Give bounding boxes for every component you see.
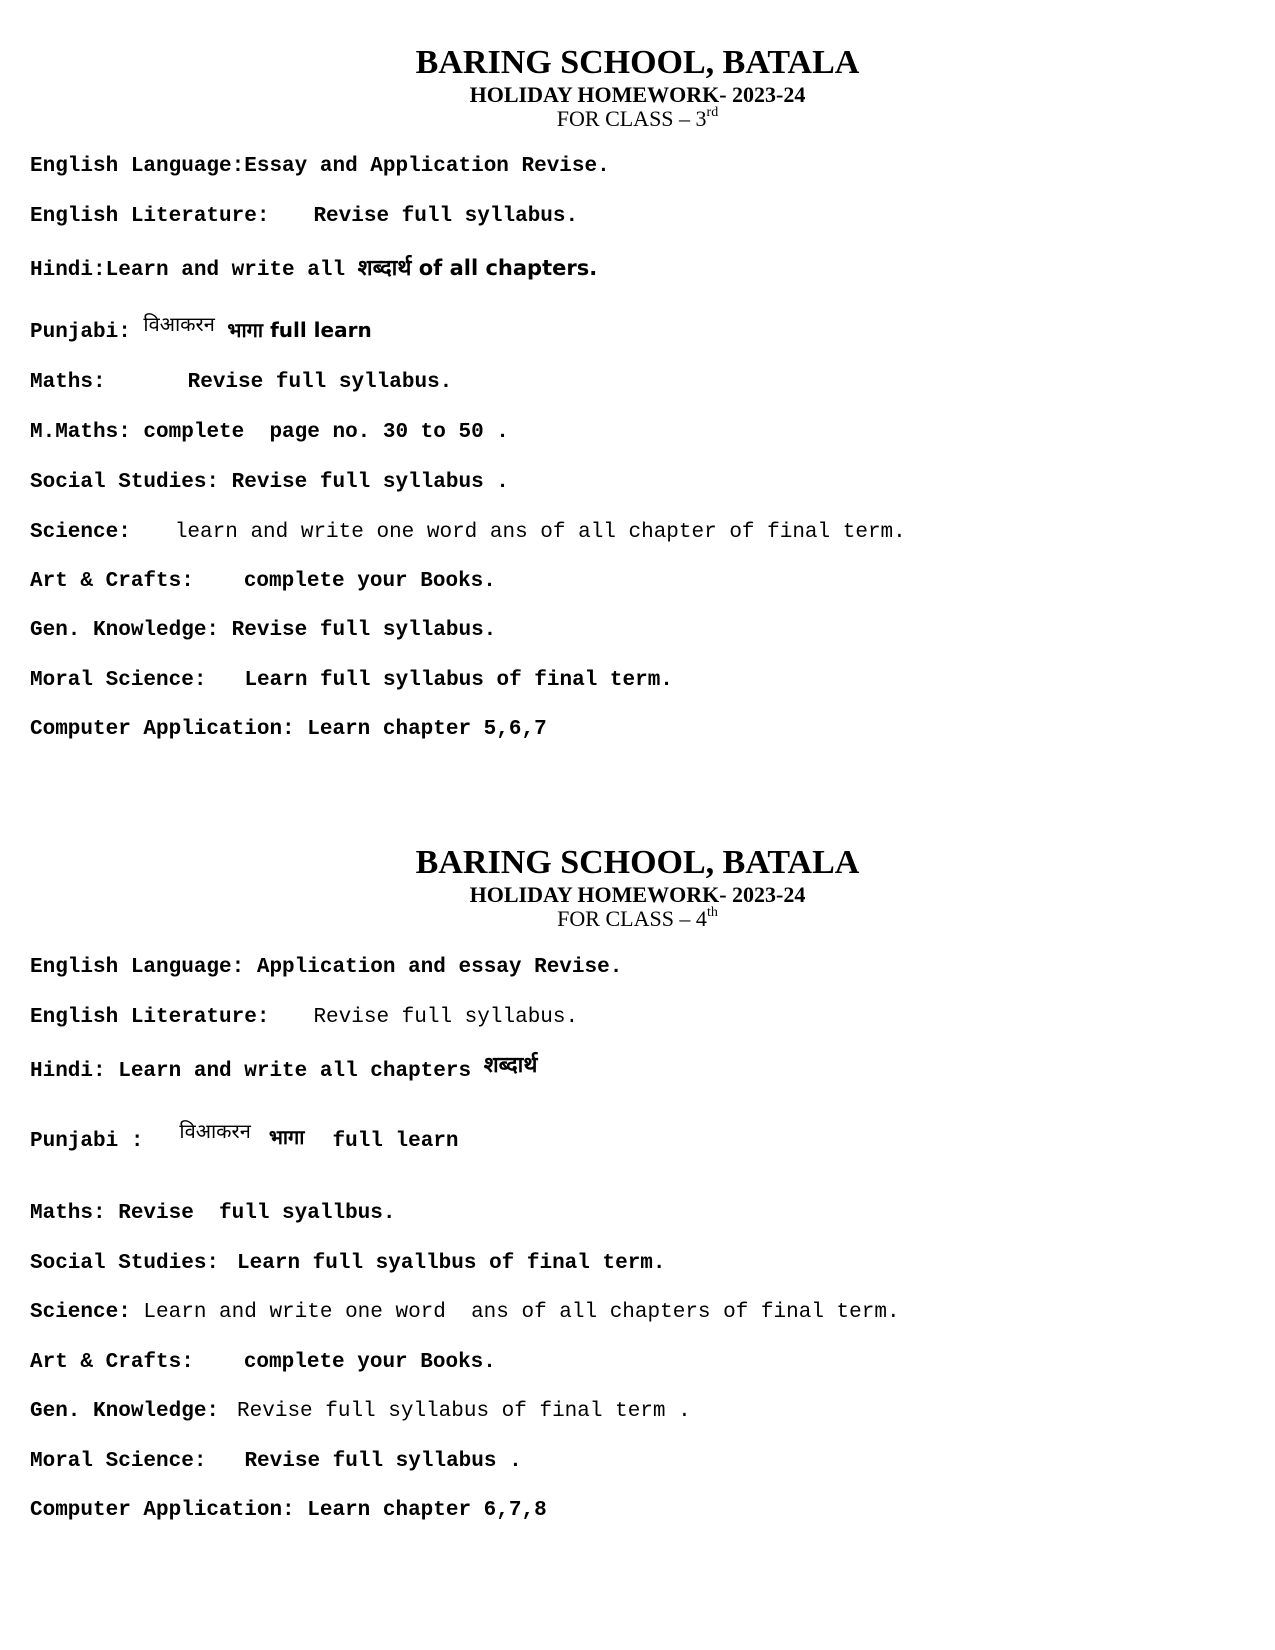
- school-title-2: BARING SCHOOL, BATALA: [415, 844, 860, 881]
- row-hindi-1: [30, 258, 597, 281]
- hindi-word: शब्दार्थ: [483, 1053, 538, 1078]
- row-text: Revise full syllabus.: [313, 205, 579, 228]
- row-label: Moral Science:: [30, 1450, 207, 1473]
- row-social-studies-1: [30, 472, 509, 493]
- row-social-studies-2: [30, 1253, 666, 1274]
- row-label: Moral Science:: [30, 669, 207, 692]
- punjabi-word-2: भागा: [268, 1125, 305, 1149]
- school-title-1: BARING SCHOOL, BATALA: [415, 44, 860, 81]
- punjabi-word-1: विआकरन: [179, 1119, 251, 1143]
- row-text: Revise full syllabus.: [313, 1006, 579, 1029]
- row-label: English Literature:: [30, 1006, 270, 1029]
- row-text: Learn full syallbus of final term.: [237, 1252, 666, 1275]
- row-label: Computer Application:: [30, 718, 295, 741]
- row-label: Art & Crafts:: [30, 1351, 194, 1374]
- row-text: complete your Books.: [243, 570, 496, 593]
- row-label: English Language:: [30, 155, 245, 178]
- row-label: Social Studies:: [30, 471, 220, 494]
- row-punjabi-2: [30, 1119, 459, 1153]
- row-suffix: of all chapters.: [411, 256, 598, 280]
- row-art-crafts-2: [30, 1352, 496, 1373]
- row-english-literature-1: [30, 206, 578, 227]
- row-moral-science-1: [30, 670, 673, 691]
- class-title-sup: th: [706, 905, 718, 920]
- row-label: Science:: [30, 1301, 131, 1324]
- row-label: Computer Application:: [30, 1499, 295, 1522]
- row-text: Application and essay Revise.: [244, 956, 623, 979]
- homework-title-1: HOLIDAY HOMEWORK- 2023-24: [469, 82, 806, 107]
- row-label: Art & Crafts:: [30, 570, 194, 593]
- homework-title-2: HOLIDAY HOMEWORK- 2023-24: [469, 882, 806, 907]
- class-title-text: FOR CLASS – 4: [557, 906, 707, 931]
- row-label: Gen. Knowledge:: [30, 1400, 220, 1423]
- row-english-literature-2: [30, 1007, 578, 1028]
- row-text: Revise full syallbus.: [105, 1202, 396, 1225]
- class-title-text: FOR CLASS – 3: [556, 106, 707, 131]
- row-hindi-2: [30, 1053, 538, 1083]
- row-label: Punjabi:: [30, 321, 144, 344]
- row-text: complete page no. 30 to 50 .: [130, 421, 509, 444]
- row-text: Learn and write all chapters: [105, 1060, 484, 1083]
- row-label: Hindi:: [30, 1060, 106, 1083]
- row-text: Learn chapter 6,7,8: [294, 1499, 547, 1522]
- row-science-1: [30, 522, 906, 543]
- row-english-language-2: [30, 957, 622, 978]
- row-text: Revise full syllabus of final term .: [237, 1400, 691, 1423]
- class-title-sup: rd: [706, 105, 719, 120]
- row-label: Gen. Knowledge:: [30, 619, 220, 642]
- row-label: Social Studies:: [30, 1252, 220, 1275]
- row-suffix: full learn: [332, 1130, 459, 1153]
- class-title-2: [0, 905, 1275, 931]
- row-text: learn and write one word ans of all chapter of final term.: [174, 521, 906, 544]
- row-text: Learn chapter 5,6,7: [294, 718, 547, 741]
- row-maths-2: [30, 1203, 395, 1224]
- punjabi-word-2: भागा: [227, 318, 264, 342]
- row-punjabi-1: [30, 312, 372, 344]
- row-gen-knowledge-2: [30, 1401, 691, 1422]
- row-text: Revise full syllabus .: [219, 471, 509, 494]
- row-label: Punjabi :: [30, 1130, 144, 1153]
- punjabi-word-1: विआकरन: [143, 312, 215, 336]
- class-title-1: [0, 105, 1275, 131]
- row-text: Learn full syllabus of final term.: [244, 669, 673, 692]
- row-computer-1: [30, 719, 547, 740]
- row-suffix: full learn: [263, 318, 372, 342]
- row-text: Revise full syllabus.: [219, 619, 497, 642]
- row-label: English Literature:: [30, 205, 270, 228]
- row-art-crafts-1: [30, 571, 496, 592]
- row-text: Learn and write all: [105, 259, 358, 282]
- row-m-maths-1: [30, 422, 509, 443]
- row-text: Learn and write one word ans of all chapters of final term.: [130, 1301, 900, 1324]
- row-label: M.Maths:: [30, 421, 131, 444]
- row-moral-science-2: [30, 1451, 522, 1472]
- row-science-2: [30, 1302, 900, 1323]
- row-text: Revise full syllabus .: [244, 1450, 522, 1473]
- row-label: Maths:: [30, 371, 106, 394]
- row-computer-2: [30, 1500, 547, 1521]
- row-text: Essay and Application Revise.: [244, 155, 610, 178]
- row-label: Maths:: [30, 1202, 106, 1225]
- row-label: English Language:: [30, 956, 245, 979]
- row-english-language-1: [30, 156, 610, 177]
- row-gen-knowledge-1: [30, 620, 496, 641]
- row-text: Revise full syllabus.: [187, 371, 453, 394]
- row-text: complete your Books.: [243, 1351, 496, 1374]
- row-maths-1: [30, 372, 452, 393]
- row-label: Hindi:: [30, 259, 106, 282]
- row-label: Science:: [30, 521, 131, 544]
- hindi-word: शब्दार्थ: [357, 256, 412, 281]
